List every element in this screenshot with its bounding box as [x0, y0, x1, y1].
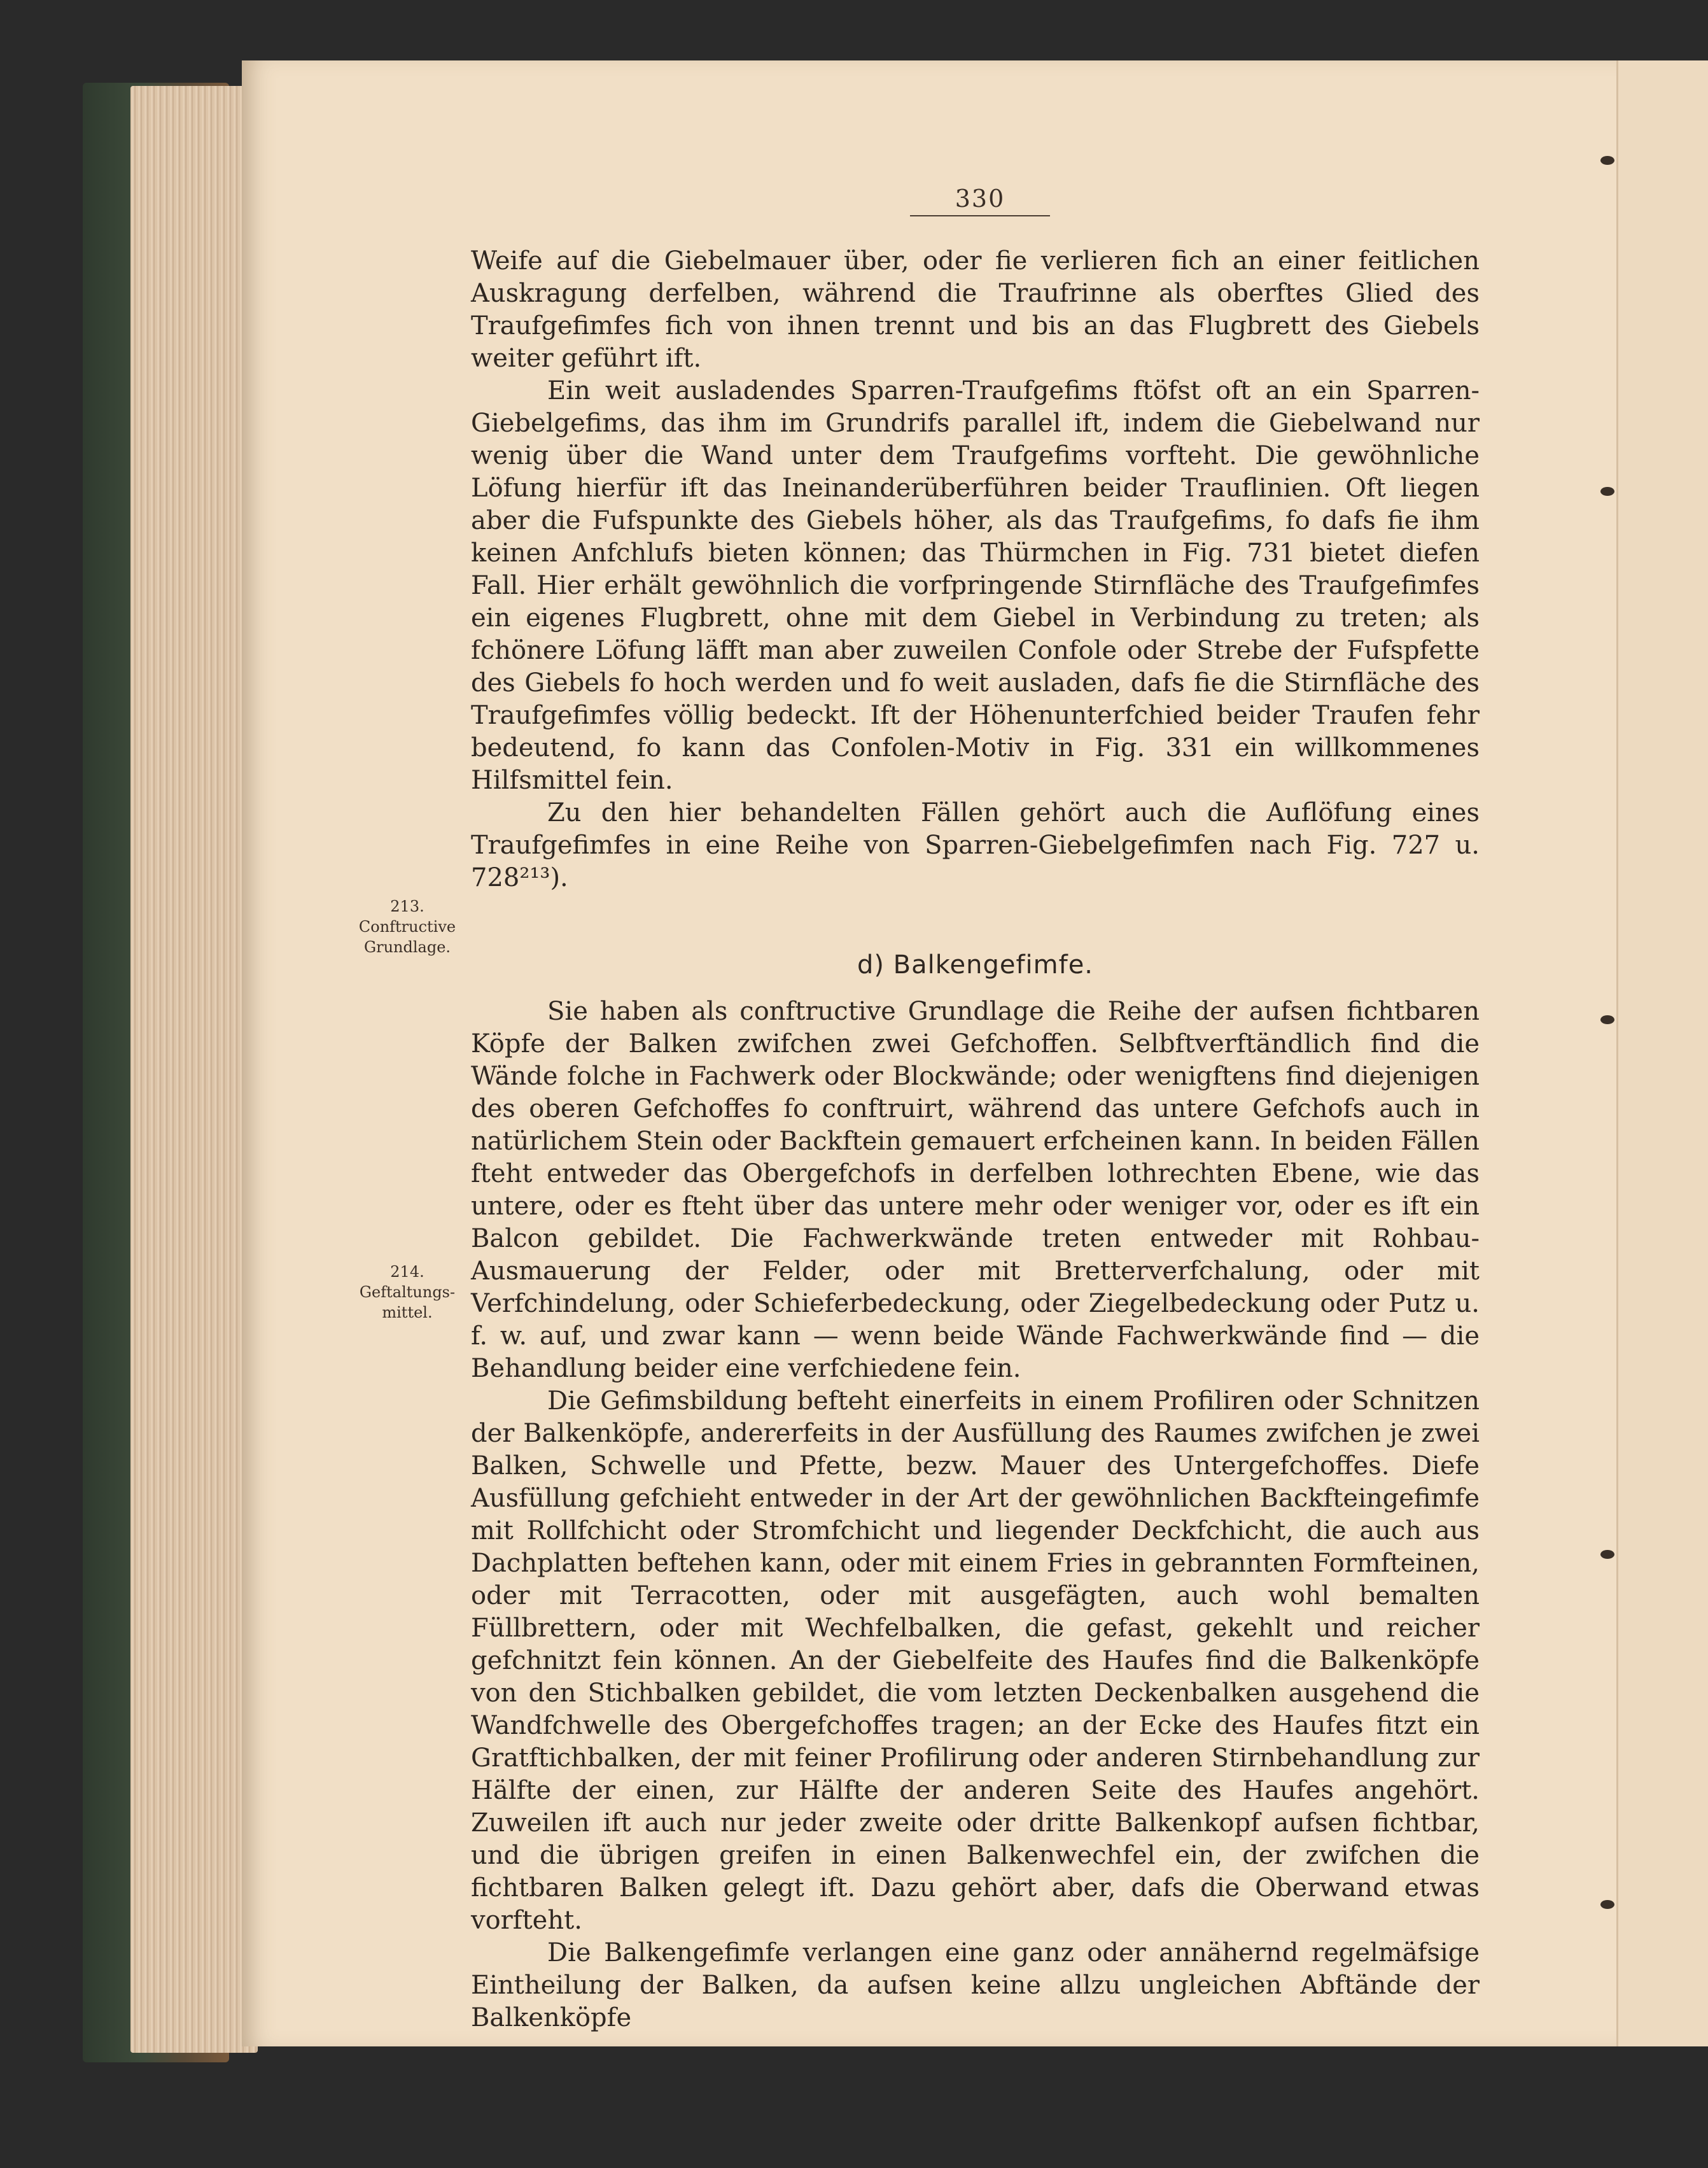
margin-note-line: mittel. — [382, 1304, 433, 1321]
margin-note-number: 213. — [390, 897, 424, 915]
next-page-edge — [1616, 60, 1708, 2046]
paragraph: Die Balkengefimfe verlangen eine ganz oder annähernd regelmäfsige Eintheilung der Balken, da aufsen keine allzu ungleichen Abftände der Balkenköpfe — [471, 1938, 1480, 2032]
section-heading: d) Balkengefimfe. — [857, 950, 1094, 980]
binding-thread-mark — [1600, 1015, 1614, 1024]
binding-thread-mark — [1600, 1550, 1614, 1559]
paragraph: Ein weit ausladendes Sparren-Traufgefims ftöfst oft an ein Sparren-Giebelgefims, das ihm im Grundrifs parallel ift, indem die Giebelwand nur wenig über die Wand unter dem Traufgefims vorfteht. Die gewöhnliche Löfung hierfür ift das Ineinanderüberführen beider Trauflinien. Oft liegen aber die Fufspunkte des Giebels höher, als das Traufgefims, fo dafs fie ihm keinen Anfchlufs bieten können; das Thürmchen in Fig. 731 bietet diefen Fall. Hier erhält gewöhnlich die vorfpringende Stirnfläche des Traufgefimfes ein eigenes Flugbrett, ohne mit dem Giebel in Verbindung zu treten; als fchönere Löfung läfft man aber zuweilen Confole oder Strebe der Fufspfette des Giebels fo hoch werden und fo weit ausladen, dafs fie die Stirnfläche des Traufgefimfes völlig bedeckt. Ift der Höhenunterfchied beider Traufen fehr bedeutend, fo kann das Confolen-Motiv in Fig. 331 ein willkommenes Hilfsmittel fein. — [471, 376, 1480, 795]
paragraph: Zu den hier behandelten Fällen gehört auch die Auflöfung eines Traufgefimfes in eine Reihe von Sparren-Giebelgefimfen nach Fig. 727 u. 728²¹³). — [471, 798, 1480, 892]
paragraph: Weife auf die Giebelmauer über, oder fie verlieren fich an einer feitlichen Auskragung derfelben, während die Traufrinne als oberftes Glied des Traufgefimfes fich von ihnen trennt und bis an das Flugbrett des Giebels weiter geführt ift. — [471, 246, 1480, 373]
binding-thread-mark — [1600, 156, 1614, 165]
paragraph: Sie haben als conftructive Grundlage die Reihe der aufsen fichtbaren Köpfe der Balken zwifchen zwei Gefchoffen. Selbftverftändlich find die Wände folche in Fachwerk oder Blockwände; oder wenigftens find diejenigen des oberen Gefchoffes fo conftruirt, während das untere Gefchofs auch in natürlichem Stein oder Backftein gemauert erfcheinen kann. In beiden Fällen fteht entweder das Obergefchofs in derfelben lothrechten Ebene, wie das untere, oder es fteht über das untere mehr oder weniger vor, oder es ift ein Balcon gebildet. Die Fachwerkwände treten entweder mit Rohbau-Ausmauerung der Felder, oder mit Bretterverfchalung, oder mit Verfchindelung, oder Schieferbedeckung, oder Ziegelbedeckung oder Putz u. f. w. auf, und zwar kann — wenn beide Wände Fachwerkwände find — die Behandlung beider eine verfchiedene fein. — [471, 997, 1480, 1383]
margin-note-213 — [347, 896, 468, 957]
binding-thread-mark — [1600, 487, 1614, 496]
paragraph: Die Gefimsbildung befteht einerfeits in einem Profiliren oder Schnitzen der Balkenköpfe, andererfeits in der Ausfüllung des Raumes zwifchen je zwei Balken, Schwelle und Pfette, bezw. Mauer des Untergefchoffes. Diefe Ausfüllung gefchieht entweder in der Art der gewöhnlichen Backfteingefimfe mit Rollfchicht oder Stromfchicht und liegender Deckfchicht, die auch aus Dachplatten beftehen kann, oder mit einem Fries in gebrannten Formfteinen, oder mit Terracotten, oder mit ausgefägten, auch wohl bemalten Füllbrettern, oder mit Wechfelbalken, die gefast, gekehlt und reicher gefchnitzt fein können. An der Giebelfeite des Haufes find die Balkenköpfe von den Stichbalken gebildet, die vom letzten Deckenbalken ausgehend die Wandfchwelle des Obergefchoffes tragen; an der Ecke des Haufes fitzt ein Gratftichbalken, der mit feiner Profilirung oder anderen Stirnbehandlung zur Hälfte der einen, zur Hälfte der anderen Seite des Haufes angehört. Zuweilen ift auch nur jeder zweite oder dritte Balkenkopf aufsen fichtbar, und die übrigen greifen in einen Balkenwechfel ein, der zwifchen die fichtbaren Balken gelegt ift. Dazu gehört aber, dafs die Oberwand etwas vorfteht. — [471, 1386, 1480, 1935]
margin-note-line: Geftaltungs- — [359, 1283, 456, 1301]
margin-note-line: Grundlage. — [363, 938, 451, 956]
margin-note-214 — [347, 1262, 468, 1323]
page-edges — [130, 86, 258, 2053]
margin-note-number: 214. — [390, 1263, 424, 1281]
margin-note-line: Conftructive — [358, 918, 456, 936]
page-number: 330 — [910, 185, 1050, 216]
binding-thread-mark — [1600, 1900, 1614, 1909]
body-text — [471, 245, 1480, 2034]
